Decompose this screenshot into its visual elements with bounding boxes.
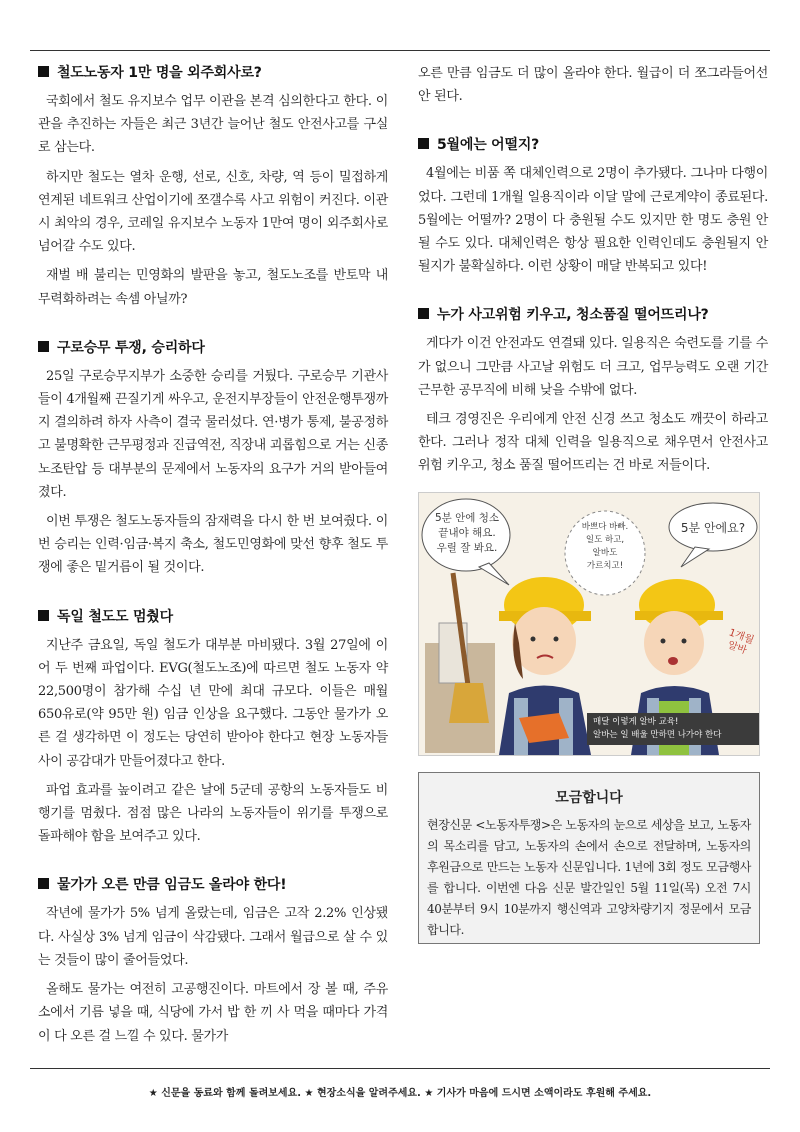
square-bullet-icon [418, 138, 429, 149]
article-rail-outsourcing [38, 62, 388, 311]
square-bullet-icon [38, 341, 49, 352]
illustration-caption [587, 713, 760, 745]
bubble-line: 일도 하고, [585, 534, 625, 545]
article-title: 구로승무 투쟁, 승리하다 [57, 339, 205, 356]
footer-note: ★ 신문을 동료와 함께 돌려보세요. ★ 현장소식을 알려주세요. ★ 기사가 마음에 드시면 소액이라도 후원해 주세요. [148, 1088, 652, 1099]
paragraph: 지난주 금요일, 독일 철도가 대부분 마비됐다. 3월 27일에 이어 두 번째 파업이다. EVG(철도노조)에 따르면 철도 노동자 약 22,500명이 참가해 수십 년 만에 최대 규모다. 이들은 매월 650유로(약 95만 원) 임금 인상을 요구했다. 그동안 물가가 오른 걸 생각하면 이 정도는 당연히 받아야 한다고 현장 노동자들 사이 공감대가 만들어졌다고 한다. [38, 637, 388, 769]
paragraph: 작년에 물가가 5% 넘게 올랐는데, 임금은 고작 2.2% 인상됐다. 사실상 3% 넘게 임금이 삭감됐다. 그래서 월급으로 살 수 있는 것들이 많이 줄어들었다. [38, 906, 388, 968]
article-title: 5월에는 어떨지? [437, 137, 540, 154]
paragraph: 25일 구로승무지부가 소중한 승리를 거뒀다. 구로승무 기관사들이 4개월째 끈질기게 싸우고, 운전지부장들이 안전운행투쟁까지 결의하려 하자 사측이 결국 물러섰다. 연·병가 통제, 불공정하고 불명확한 근무평정과 진급역전, 직장내 괴롭힘으로 거는 신종 노조탄압 등 대부분의 문제에서 노동자의 요구가 거의 받아들여졌다. [38, 368, 388, 500]
square-bullet-icon [418, 308, 429, 319]
article-heading [38, 606, 388, 626]
article-heading [38, 337, 388, 357]
paragraph: 재벌 배 불리는 민영화의 발판을 놓고, 철도노조를 반토막 내 무력화하려는 속셈 아닐까? [38, 268, 388, 307]
caption-line: 매달 이렇게 알바 교육! [593, 716, 679, 727]
article-heading [38, 62, 388, 82]
bubble-line: 알바도 [592, 547, 618, 558]
cartoon-illustration [418, 492, 760, 756]
paragraph: 올해도 물가는 여전히 고공행진이다. 마트에서 장 볼 때, 주유소에서 기름 넣을 때, 식당에 가서 밥 한 끼 사 먹을 때마다 가격이 다 오른 걸 느낄 수 있다. 물가가 [38, 982, 388, 1044]
article-guro-victory [38, 337, 388, 580]
top-rule [30, 50, 770, 51]
left-column [38, 62, 388, 1074]
fundraise-title: 모금합니다 [555, 789, 623, 806]
paragraph: 게다가 이건 안전과도 연결돼 있다. 일용직은 숙련도를 기를 수가 없으니 그만큼 사고날 위험도 더 크고, 업무능력도 오랜 기간 근무한 공무직에 비해 낮을 수밖에 없다. [418, 336, 768, 398]
fundraise-text: 현장신문 <노동자투쟁>은 노동자의 눈으로 세상을 보고, 노동자의 목소리를 담고, 노동자의 손에서 손으로 전달하며, 노동자의 후원금으로 만드는 노동자 신문입니다. 1년에 3회 정도 모금행사를 합니다. 이번엔 다음 신문 발간일인 5월 11일(목) 오전 7시 40분부터 9시 10분까지 행신역과 고양차량기지 정문에서 모금합니다. [427, 817, 751, 937]
caption-line: 알바는 일 배울 만하면 나가야 한다 [593, 729, 722, 740]
speech-bubble-right: 5분 안에요? [680, 520, 746, 535]
speech-bubble-middle [569, 521, 641, 573]
bubble-line: 5분 안에 청소 [434, 511, 500, 524]
bottom-rule [30, 1068, 770, 1069]
article-safety [418, 304, 768, 477]
paragraph: 하지만 철도는 열차 운행, 선로, 신호, 차량, 역 등이 밀접하게 연계된 네트워크 산업이기에 쪼갤수록 사고 위험이 커진다. 이관 시 최악의 경우, 코레일 유지보수 노동자 1만여 명이 외주회사로 넘어갈 수도 있다. [38, 169, 388, 255]
square-bullet-icon [38, 610, 49, 621]
square-bullet-icon [38, 878, 49, 889]
paragraph: 이번 투쟁은 철도노동자들의 잠재력을 다시 한 번 보여줬다. 이번 승리는 인력·임금·복지 축소, 철도민영화에 맞선 향후 철도 투쟁에 좋은 밑거름이 될 것이다. [38, 514, 388, 576]
article-may [418, 134, 768, 278]
article-title: 철도노동자 1만 명을 외주회사로? [57, 65, 262, 81]
right-column [418, 62, 768, 944]
article-title: 독일 철도도 멈췄다 [57, 608, 173, 625]
paragraph: 테크 경영진은 우리에게 안전 신경 쓰고 청소도 깨끗이 하라고 한다. 그러나 정작 대체 인력을 일용직으로 채우면서 안전사고 위험 키우고, 청소 품질 떨어뜨리는 건 바로 저들이다. [418, 412, 768, 474]
bubble-line: 끝내야 해요. [438, 526, 496, 539]
paragraph: 파업 효과를 높이려고 같은 날에 5군데 공항의 노동자들도 비행기를 멈췄다. 점점 많은 나라의 노동자들이 위기를 투쟁으로 돌파해야 함을 보여주고 있다. [38, 782, 388, 845]
fundraise-box [418, 772, 760, 944]
paragraph: 오른 만큼 임금도 더 많이 올라야 한다. 월급이 더 쪼그라들어선 안 된다. [418, 66, 768, 105]
article-heading [38, 874, 388, 894]
bubble-line: 우릴 잘 봐요. [436, 541, 498, 554]
article-germany-strike [38, 606, 388, 849]
side-label: 1개월 알바 [726, 626, 756, 657]
bubble-line: 바쁘다 바빠. [581, 521, 629, 532]
article-title: 누가 사고위험 키우고, 청소품질 떨어뜨리나? [437, 307, 709, 324]
article-wages-continued [418, 62, 768, 108]
bubble-line: 가르치고! [586, 560, 624, 571]
square-bullet-icon [38, 66, 49, 77]
speech-bubble-left [427, 511, 507, 556]
article-heading [418, 304, 768, 324]
article-wages [38, 874, 388, 1047]
paragraph: 4월에는 비품 쪽 대체인력으로 2명이 추가됐다. 그나마 다행이었다. 그런데 1개월 일용직이라 이달 말에 근로계약이 종료된다. 5월에는 어떨까? 2명이 다 충원될 수도 있지만 한 명도 충원 안 될 수도 있다. 대체인력은 항상 필요한 인력인데도 충원될지 안 될지가 불확실하다. 이런 상황이 매달 반복되고 있다! [418, 166, 768, 275]
paragraph: 국회에서 철도 유지보수 업무 이관을 본격 심의한다고 한다. 이관을 추진하는 자들은 최근 3년간 늘어난 철도 안전사고를 구실로 삼는다. [38, 94, 388, 156]
article-title: 물가가 오른 만큼 임금도 올라야 한다! [57, 877, 287, 894]
article-heading [418, 134, 768, 154]
